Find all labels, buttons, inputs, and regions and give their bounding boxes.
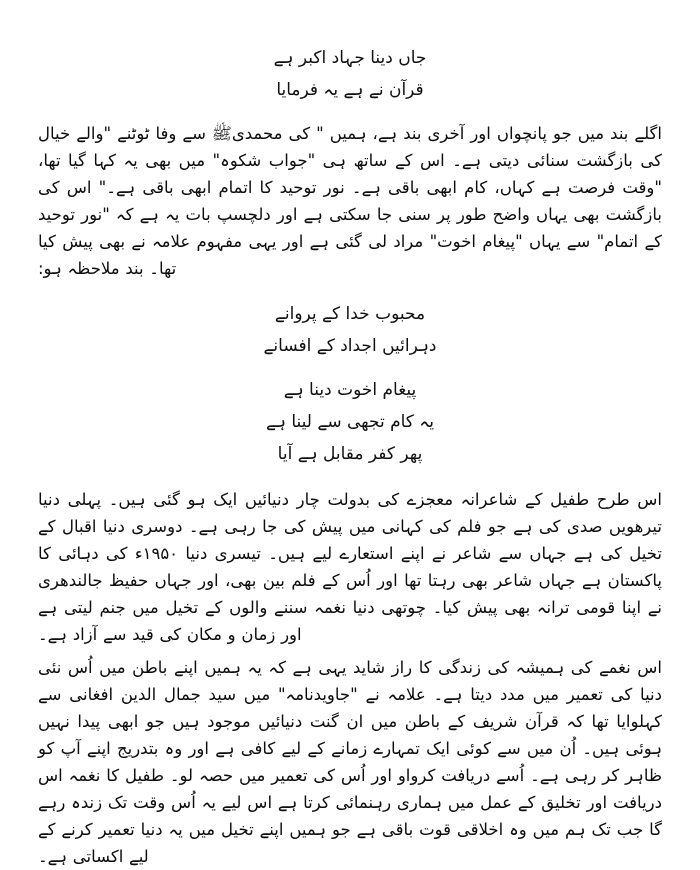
verse-block-mehboob-khuda bbox=[38, 298, 662, 362]
verse-line: یہ کام تجھی سے لینا ہے bbox=[266, 412, 434, 432]
paragraph-body: اس طرح طفیل کے شاعرانہ معجزے کی بدولت چار دنیائیں ایک ہو گئی ہیں۔ پہلی دنیا تیرھویں صدی کی ہے جو فلم کی کہانی میں پیش کی جا رہی ہے۔ دوسری دنیا اقبال کے تخیل کی ہے جہاں سے شاعر نے اپنے استعارے لیے ہیں۔ تیسری دنیا ۱۹۵۰ء کی دہائی کا پاکستان ہے جہاں شاعر بھی رہتا تھا اور اُس کے فلم بین بھی، اور جہاں حفیظ جالندھری نے اپنا قومی ترانہ بھی پیش کیا۔ چوتھی دنیا نغمہ سننے والوں کے تخیل میں جنم لیتی ہے اور زمان و مکان کی قید سے آزاد ہے۔ bbox=[38, 490, 663, 644]
verse-block-paigham-ukhuwat bbox=[38, 374, 662, 470]
verse-block-opening bbox=[38, 42, 662, 106]
verse-line: پیغام اخوت دینا ہے bbox=[283, 380, 417, 400]
verse-line: محبوب خدا کے پروانے bbox=[274, 304, 426, 324]
verse-line: جاں دینا جہاد اکبر ہے bbox=[273, 48, 427, 68]
verse-line: پھر کفر مقابل ہے آیا bbox=[277, 444, 423, 464]
verse-line: دہرائیں اجداد کے افسانے bbox=[263, 336, 437, 356]
verse-line: قرآن نے ہے یہ فرمایا bbox=[276, 80, 424, 100]
paragraph-body: اس نغمے کی ہمیشہ کی زندگی کا راز شاید یہی ہے کہ یہ ہمیں اپنے باطن میں اُس نئی دنیا کی تعمیر میں مدد دیتا ہے۔ علامہ نے "جاویدنامہ" میں سید جمال الدین افغانی سے کہلوایا تھا کہ قرآن شریف کے باطن میں ان گنت دنیائیں موجود ہیں جو ابھی پیدا نہیں ہوئی ہیں۔ اُن میں سے کوئی ایک تمہارے زمانے کے لیے کافی ہے اور وہ بتدریج اپنے آپ کو ظاہر کر رہی ہے۔ اُسے دریافت کرواو اور اُس کی تعمیر میں حصہ لو۔ طفیل کا نغمہ اس دریافت اور تخلیق کے عمل میں ہماری رہنمائی کرتا ہے اس لیے یہ اُس وقت تک زندہ رہے گا جب تک ہم میں وہ اخلاقی قوت باقی ہے جو ہمیں اپنے تخیل میں یہ دنیا تعمیر کرنے کے لیے اکساتی ہے۔ bbox=[38, 658, 662, 866]
paragraph-body: اگلے بند میں جو پانچواں اور آخری بند ہے، ہمیں " کی محمدیﷺ سے وفا ٹوٹنے "والے خیال کی بازگشت سنائی دیتی ہے۔ اس کے ساتھ ہی "جواب شکوہ" میں بھی یہ کہا گیا تھا، "وقت فرصت ہے کہاں، کام ابھی باقی ہے۔ نور توحید کا اتمام ابھی باقی ہے۔" اس کی بازگشت بھی یہاں واضح طور پر سنی جا سکتی ہے اور دلچسپ بات یہ ہے کہ "نور توحید کے اتمام" سے یہاں "پیغام اخوت" مراد لی گئی ہے اور یہی مفہوم علامہ نے بھی پیش کیا تھا۔ بند ملاحظہ ہو: bbox=[38, 124, 662, 278]
